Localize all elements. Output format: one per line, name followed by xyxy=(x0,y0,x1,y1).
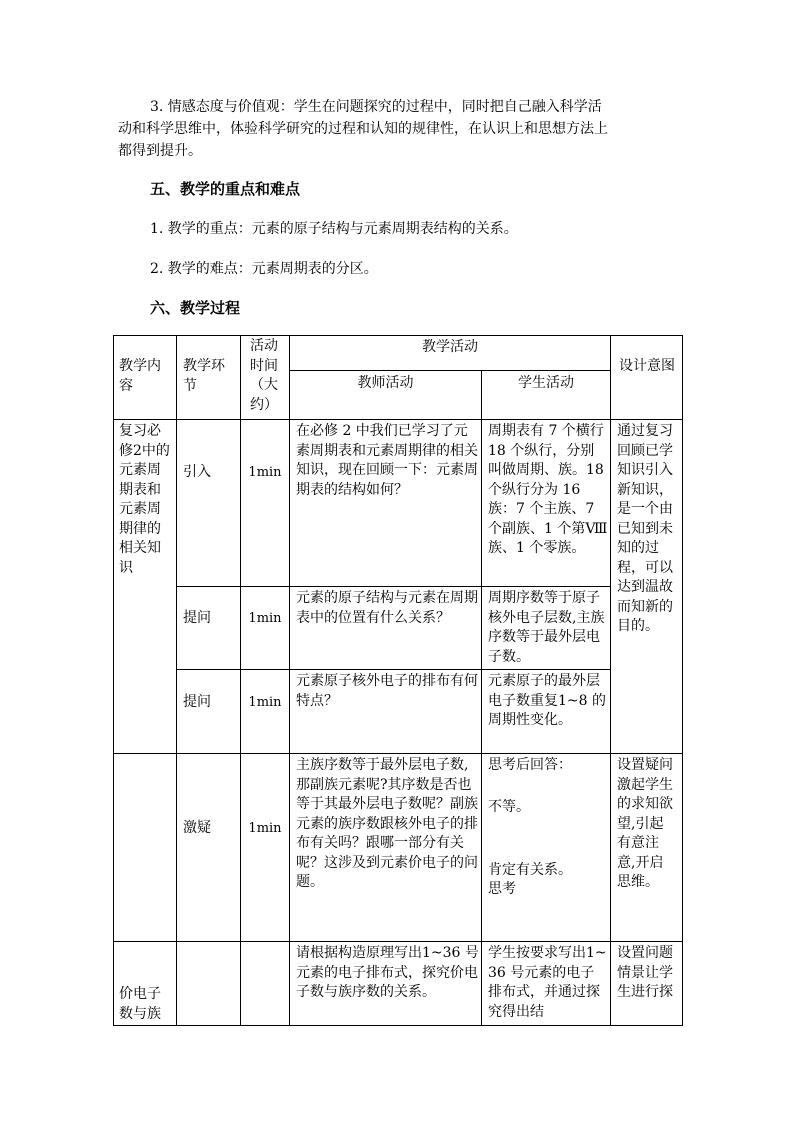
row4-student-3: 肯定有关系。 xyxy=(488,862,572,878)
section-5-item-2: 2. 教学的难点：元素周期表的分区。 xyxy=(150,261,378,277)
row5-design: 设置问题情景让学生进行探 xyxy=(617,945,673,1000)
header-activity: 教学活动 xyxy=(422,339,478,355)
header-design: 设计意图 xyxy=(619,358,675,374)
row3-teacher: 元素原子核外电子的排布有何特点？ xyxy=(296,673,478,709)
row4-student-4: 思考 xyxy=(488,881,516,897)
row3-student: 元素原子的最外层电子数重复1~8 的周期性变化。 xyxy=(488,673,606,728)
row2-student: 周期序数等于原子核外电子层数,主族序数等于最外层电子数。 xyxy=(488,590,605,665)
intro-line-3: 都得到提升。 xyxy=(118,143,202,159)
intro-paragraph xyxy=(118,96,678,162)
row5-content: 价电子数与族 xyxy=(119,986,161,1022)
row4-teacher: 主族序数等于最外层电子数,那副族元素呢?其序数是否也等于其最外层电子数呢？副族元素的族序数跟核外电子的排布有关吗？跟哪一部分有关呢？这涉及到元素价电子的问题。 xyxy=(296,757,478,890)
intro-line-1: 3. 情感态度与价值观：学生在问题探究的过程中，同时把自己融入科学活 xyxy=(150,99,602,115)
row2-stage: 提问 xyxy=(183,610,211,626)
group1-content: 复习必修2中的元素周期表和元素周期律的相关知识 xyxy=(119,423,170,576)
row1-time: 1min xyxy=(248,465,282,480)
row1-teacher: 在必修 2 中我们已学习了元素周期表和元素周期律的相关知识，现在回顾一下：元素周期表的结构如何？ xyxy=(296,423,478,498)
row2-teacher: 元素的原子结构与元素在周期表中的位置有什么关系？ xyxy=(296,590,478,626)
header-content: 教学内容 xyxy=(119,358,161,394)
section-5-item-1: 1. 教学的重点：元素的原子结构与元素周期表结构的关系。 xyxy=(150,221,518,237)
row4-time: 1min xyxy=(248,821,282,836)
group1-design: 通过复习回顾已学知识引入新知识，是一个由已知到未知的过程，可以达到温故而知新的目的。 xyxy=(617,423,673,634)
row5-teacher: 请根据构造原理写出1~36 号元素的电子排布式，探究价电子数与族序数的关系。 xyxy=(296,945,479,1000)
row4-design: 设置疑问激起学生的求知欲望,引起有意注意,开启思维。 xyxy=(617,757,673,890)
header-time: 活动时间（大约） xyxy=(250,338,278,413)
row3-time: 1min xyxy=(248,695,282,710)
header-teacher: 教师活动 xyxy=(357,375,414,391)
row4-stage: 激疑 xyxy=(183,820,211,836)
section-5-heading: 五、教学的重点和难点 xyxy=(150,180,301,198)
row3-stage: 提问 xyxy=(183,694,211,710)
section-6-heading: 六、教学过程 xyxy=(150,299,241,317)
row4-student-1: 思考后回答： xyxy=(488,757,572,773)
header-student: 学生活动 xyxy=(518,375,574,391)
row2-time: 1min xyxy=(248,611,282,626)
header-stage: 教学环节 xyxy=(183,358,225,394)
row1-student: 周期表有 7 个横行 18 个纵行，分别叫做周期、族。18 个纵行分为 16 族：7 个主族、7 个副族、1 个第Ⅷ族、1 个零族。 xyxy=(488,423,608,556)
row1-stage: 引入 xyxy=(183,464,211,480)
row5-student: 学生按要求写出1~36 号元素的电子排布式，并通过探究得出结 xyxy=(488,945,607,1020)
intro-line-2: 动和科学思维中，体验科学研究的过程和认知的规律性，在认识上和思想方法上 xyxy=(118,121,608,137)
row4-student-2: 不等。 xyxy=(488,799,530,815)
